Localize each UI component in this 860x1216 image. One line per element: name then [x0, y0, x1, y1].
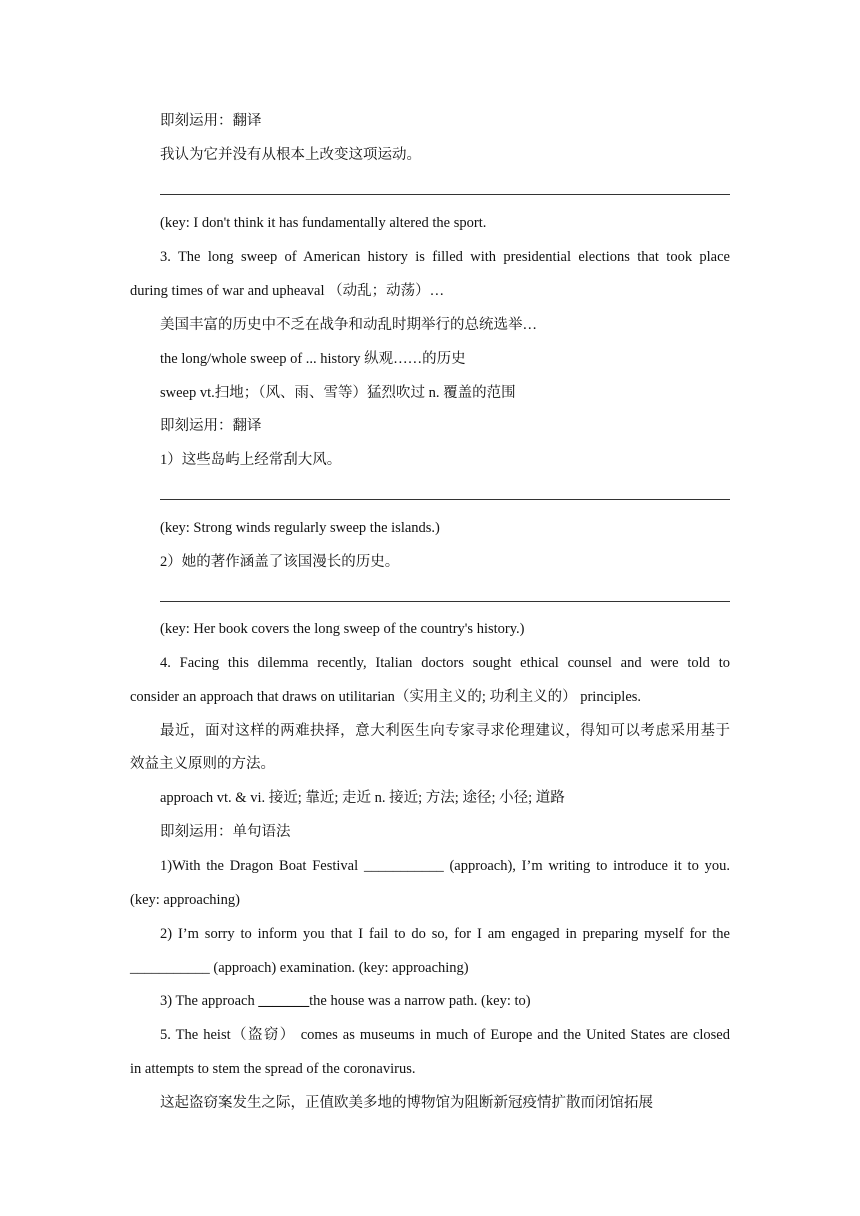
grammar-3: [130, 993, 730, 1010]
sentence-4-line-1: 4. Facing this dilemma recently, Italian doctors sought ethical counsel and were told to: [160, 655, 730, 671]
sentence-4-line-2: consider an approach that draws on utilitarian（实用主义的; 功利主义的） principles.: [130, 689, 642, 705]
practice-heading-translate-1: 即刻运用：翻译: [160, 113, 262, 129]
vocab-sweep: sweep vt.扫地；（风、雨、雪等）猛烈吹过 n. 覆盖的范围: [160, 385, 516, 401]
grammar-2-line-2: ___________ (approach) examination. (key: approaching): [130, 960, 469, 976]
grammar-1-line-1: 1)With the Dragon Boat Festival ___________ (approach), I’m writing to introduce it to you.: [160, 858, 730, 874]
grammar-3-blank: _______: [258, 993, 310, 1009]
sentence-5-translation: 这起盗窃案发生之际，正值欧美多地的博物馆为阻断新冠疫情扩散而闭馆拓展: [160, 1095, 653, 1111]
answer-line: [160, 601, 730, 602]
sentence-3-translation: 美国丰富的历史中不乏在战争和动乱时期举行的总统选举…: [160, 317, 537, 333]
practice-heading-translate-2: 即刻运用：翻译: [160, 418, 262, 434]
phrase-note: the long/whole sweep of ... history 纵观……的历史: [160, 351, 466, 367]
answer-line: [160, 194, 730, 195]
answer-line: [160, 499, 730, 500]
grammar-1-key: (key: approaching): [130, 892, 240, 908]
grammar-3-prefix: 3) The approach: [160, 993, 259, 1009]
chinese-prompt: 我认为它并没有从根本上改变这项运动。: [160, 147, 421, 163]
grammar-3-suffix: the house was a narrow path. (key: to): [309, 993, 531, 1009]
sentence-5-line-2: in attempts to stem the spread of the coronavirus.: [130, 1061, 416, 1077]
practice-heading-grammar: 即刻运用：单句语法: [160, 824, 291, 840]
grammar-2-line-1: 2) I’m sorry to inform you that I fail to do so, for I am engaged in preparing myself for the: [160, 926, 730, 942]
sentence-4-translation-line-1: 最近，面对这样的两难抉择，意大利医生向专家寻求伦理建议，得知可以考虑采用基于: [160, 723, 730, 739]
sentence-3-line-1: 3. The long sweep of American history is filled with presidential elections that took place: [160, 249, 730, 265]
exercise-2-key: (key: Her book covers the long sweep of the country's history.): [160, 621, 525, 637]
sentence-5-line-1: 5. The heist（盗窃） comes as museums in much of Europe and the United States are closed: [160, 1027, 730, 1043]
sentence-4-translation-line-2: 效益主义原则的方法。: [130, 756, 275, 772]
exercise-1-prompt: 1）这些岛屿上经常刮大风。: [160, 452, 342, 468]
sentence-3-line-2: during times of war and upheaval （动乱；动荡）…: [130, 283, 445, 299]
answer-key: (key: I don't think it has fundamentally altered the sport.: [160, 215, 487, 231]
exercise-1-key: (key: Strong winds regularly sweep the islands.): [160, 520, 440, 536]
vocab-approach: approach vt. & vi. 接近; 靠近; 走近 n. 接近; 方法; 途径; 小径; 道路: [160, 790, 565, 806]
exercise-2-prompt: 2）她的著作涵盖了该国漫长的历史。: [160, 554, 400, 570]
document-page: [130, 0, 730, 1216]
